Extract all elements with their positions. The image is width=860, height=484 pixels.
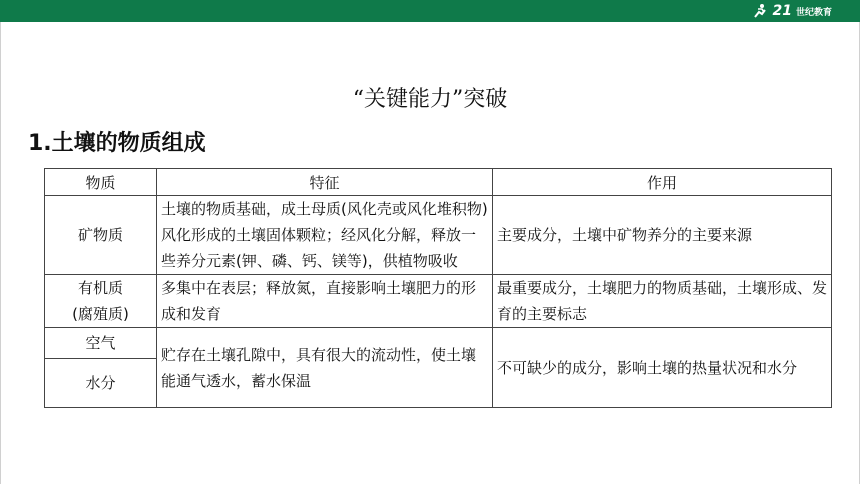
role-cell: 最重要成分，土壤肥力的物质基础，土壤形成、发育的主要标志 [493, 275, 832, 328]
role-cell: 主要成分，土壤中矿物养分的主要来源 [493, 196, 832, 275]
header-substance: 物质 [45, 169, 157, 196]
substance-cell [45, 275, 157, 328]
substance-line: (腐殖质) [72, 305, 129, 323]
table-row [45, 328, 832, 359]
feature-cell: 贮存在土壤孔隙中，具有很大的流动性，使土壤能通气透水，蓄水保温 [157, 328, 493, 408]
role-cell: 不可缺少的成分，影响土壤的热量状况和水分 [493, 328, 832, 408]
slide-title: “关键能力”突破 [352, 87, 508, 112]
substance-line: 有机质 [77, 279, 123, 297]
header-role: 作用 [493, 169, 832, 196]
brand-logo [751, 2, 833, 20]
substance-cell: 矿物质 [45, 196, 157, 275]
section-heading: 1.土壤的物质组成 [28, 131, 206, 156]
table-row [45, 275, 832, 328]
runner-logo-icon [751, 3, 769, 19]
table-row [45, 196, 832, 275]
feature-cell: 土壤的物质基础，成土母质(风化壳或风化堆积物)风化形成的土壤固体颗粒；经风化分解，释放一些养分元素(钾、磷、钙、镁等)，供植物吸收 [157, 196, 493, 275]
table-header-row [45, 169, 832, 196]
feature-cell: 多集中在表层；释放氮，直接影响土壤肥力的形成和发育 [157, 275, 493, 328]
header-feature: 特征 [157, 169, 493, 196]
substance-cell: 水分 [45, 359, 157, 408]
top-bar [0, 0, 860, 22]
substance-cell: 空气 [45, 328, 157, 359]
soil-composition-table [44, 168, 832, 408]
logo-mark: 21 [772, 3, 792, 19]
logo-text: 世纪教育 [795, 7, 832, 18]
